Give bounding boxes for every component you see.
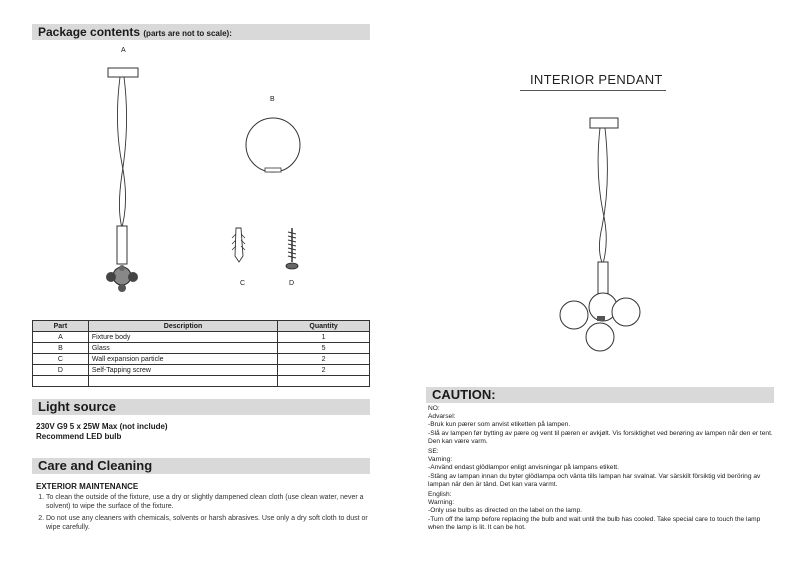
parts-table xyxy=(32,320,370,387)
caution-line: -Bruk kun pærer som anvist etiketten på lampen. xyxy=(428,421,571,429)
table-row xyxy=(33,354,370,365)
package-contents-header xyxy=(32,24,370,40)
product-title: INTERIOR PENDANT xyxy=(530,72,663,87)
col-description: Description xyxy=(88,321,277,332)
caution-line: -Turn off the lamp before replacing the bulb and wait until the bulb has cooled. Take special care to touch the lamp when the lamp is lit. It can be hot. xyxy=(428,515,761,531)
part-label-b: B xyxy=(270,96,275,103)
caution-line: -Slå av lampen før bytting av pære og vent til pæren er avkjølt. Vis forsiktighet ved berøring av lampen når den er tent. Den kan være varm. xyxy=(428,429,773,445)
part-label-c: C xyxy=(240,280,246,287)
cell-description: Glass xyxy=(88,343,277,354)
cell-description: Fixture body xyxy=(88,332,277,343)
screw-illustration xyxy=(282,226,302,272)
glass-globe-illustration xyxy=(244,116,302,176)
cell-part: A xyxy=(33,332,89,343)
table-row-empty xyxy=(33,376,370,387)
care-cleaning-title: Care and Cleaning xyxy=(38,458,153,473)
part-label-d: D xyxy=(289,280,295,287)
package-contents-title: Package contents xyxy=(38,25,141,39)
caution-line: -Stäng av lampan innan du byter glödlampa och vänta tills lampan har svalnat. Var särskilt försiktig vid beröring av lampan när den är tänd. Det kan vara varmt. xyxy=(428,472,761,488)
caution-line: -Only use bulbs as directed on the label on the lamp. xyxy=(428,507,582,515)
list-item: 1. To clean the outside of the fixture, use a dry or slightly dampened clean cloth (use clean water, never a solvent) to wipe the surface of the fixture. xyxy=(46,493,372,511)
cell-quantity: 2 xyxy=(278,354,370,365)
light-source-header xyxy=(32,399,370,415)
caution-warning-label: Warning: xyxy=(428,499,455,507)
cell-description: Wall expansion particle xyxy=(88,354,277,365)
exterior-maintenance-subtitle: EXTERIOR MAINTENANCE xyxy=(36,482,139,491)
caution-lang-no: NO: xyxy=(428,405,440,412)
cell-quantity: 1 xyxy=(278,332,370,343)
light-source-recommendation: Recommend LED bulb xyxy=(36,432,122,441)
table-row xyxy=(33,332,370,343)
care-cleaning-header xyxy=(32,458,370,474)
caution-lang-en: English: xyxy=(428,491,452,499)
light-source-spec: 230V G9 5 x 25W Max (not include) xyxy=(36,422,168,431)
cell-quantity: 5 xyxy=(278,343,370,354)
caution-header xyxy=(426,387,774,403)
caution-warning-label: Advarsel: xyxy=(428,413,456,421)
table-row xyxy=(33,343,370,354)
caution-line: -Använd endast glödlampor enligt anvisningar på lampans etikett. xyxy=(428,464,619,472)
list-item: 2. Do not use any cleaners with chemicals, solvents or harsh abrasives. Use only a dry soft cloth to dust or wipe carefully. xyxy=(46,514,372,532)
caution-text xyxy=(428,405,774,532)
title-underline xyxy=(520,90,666,91)
pendant-illustration xyxy=(548,112,652,356)
cell-part: B xyxy=(33,343,89,354)
cell-part: C xyxy=(33,354,89,365)
caution-lang-se: SE: xyxy=(428,448,439,456)
parts-table-header xyxy=(33,321,370,332)
cell-description: Self-Tapping screw xyxy=(88,365,277,376)
light-source-title: Light source xyxy=(38,399,117,414)
wall-anchor-illustration xyxy=(228,226,250,264)
caution-title: CAUTION: xyxy=(432,387,496,402)
cell-quantity: 2 xyxy=(278,365,370,376)
package-contents-note: (parts are not to scale): xyxy=(143,29,232,38)
fixture-body-illustration xyxy=(100,64,150,304)
cell-part: D xyxy=(33,365,89,376)
table-row xyxy=(33,365,370,376)
caution-warning-label: Varning: xyxy=(428,456,453,464)
care-instructions xyxy=(32,493,372,535)
col-part: Part xyxy=(33,321,89,332)
part-label-a: A xyxy=(121,47,126,54)
col-quantity: Quantity xyxy=(278,321,370,332)
